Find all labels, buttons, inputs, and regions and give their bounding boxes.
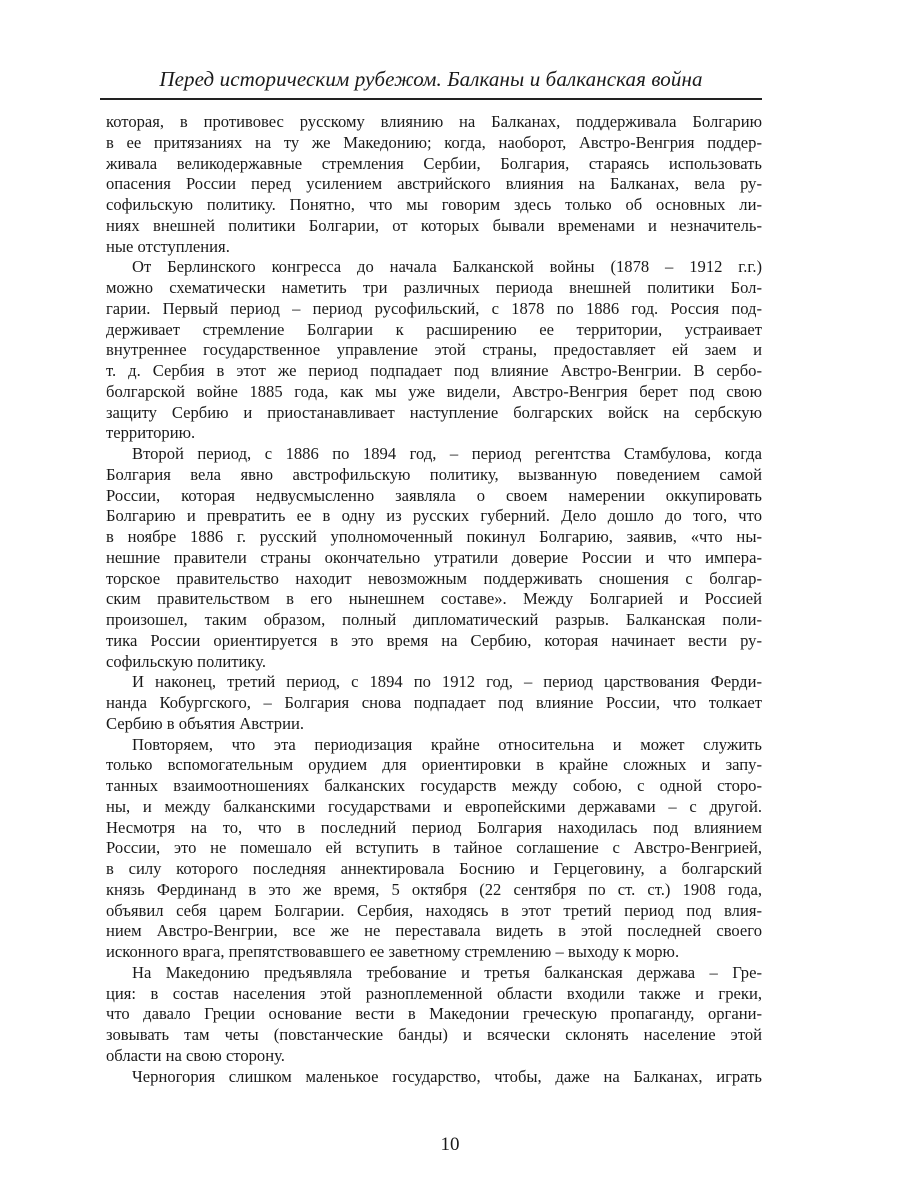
text-line: гарии. Первый период – период русофильский, с 1878 по 1886 год. Россия под-	[106, 298, 762, 318]
text-line: На Македонию предъявляла требование и третья балканская держава – Гре-	[132, 962, 762, 982]
text-line: нешние правители страны окончательно утратили доверие России и что импера-	[106, 547, 762, 567]
text-line: живала великодержавные стремления Сербии, Болгария, стараясь использовать	[106, 153, 762, 173]
text-line: области на свою сторону.	[106, 1045, 285, 1065]
paragraph	[106, 444, 762, 672]
text-line: ция: в состав населения этой разноплеменной области входили также и греки,	[106, 983, 762, 1003]
text-line: можно схематически наметить три различных периода внешней политики Бол-	[106, 278, 762, 297]
text-line: софильскую политику. Понятно, что мы говорим здесь только об основных ли-	[106, 195, 762, 214]
text-line: в ноябре 1886 г. русский уполномоченный покинул Болгарию, заявив, «что ны-	[106, 527, 762, 546]
text-line: торское правительство находит невозможным поддерживать сношения с болгар-	[106, 568, 762, 588]
text-line: От Берлинского конгресса до начала Балканской войны (1878 – 1912 г.г.)	[132, 257, 762, 277]
text-line: ные отступления.	[106, 236, 230, 256]
text-line: зовывать там четы (повстанческие банды) и всячески склонять население этой	[106, 1025, 762, 1044]
text-line: защиту Сербию и приостанавливает наступление болгарских войск на сербскую	[106, 402, 762, 422]
text-line: Повторяем, что эта периодизация крайне относительна и может служить	[132, 734, 762, 754]
text-line: болгарской войне 1885 года, как мы уже видели, Австро-Венгрия берет под свою	[106, 381, 762, 401]
text-line: опасения России перед усилением австрийского влияния на Балканах, вела ру-	[106, 174, 762, 194]
text-line: в ее притязаниях на ту же Македонию; когда, наоборот, Австро-Венгрия поддер-	[106, 132, 762, 152]
text-line: внутреннее государственное управление этой страны, предоставляет ей заем и	[106, 340, 762, 360]
paragraph	[106, 735, 762, 963]
text-line: Болгарию и превратить ее в одну из русских губерний. Дело дошло до того, что	[106, 506, 762, 526]
text-line: в силу которого последняя аннектировала Боснию и Герцеговину, а болгарский	[106, 859, 762, 878]
text-line: произошел, таким образом, полный дипломатический разрыв. Балканская поли-	[106, 610, 762, 629]
text-line: держивает стремление Болгарии к расширению ее территории, устраивает	[106, 319, 762, 339]
paragraph	[106, 672, 762, 734]
text-line: территорию.	[106, 423, 196, 443]
header-rule	[100, 98, 762, 100]
text-line: которая, в противовес русскому влиянию на Балканах, поддерживала Болгарию	[106, 112, 762, 131]
text-line: только вспомогательным орудием для ориентировки в крайне сложных и запу-	[106, 755, 762, 775]
text-line: танных взаимоотношениях балканских государств между собою, с одной сторо-	[106, 776, 762, 795]
text-line: т. д. Сербия в этот же период подпадает под влияние Австро-Венгрии. В сербо-	[106, 361, 762, 380]
text-line: софильскую политику.	[106, 651, 267, 671]
text-line: нанда Кобургского, – Болгария снова подпадает под влияние России, что толкает	[106, 693, 762, 712]
text-line: исконного врага, препятствовавшего ее заветному стремлению – выходу к морю.	[106, 942, 680, 961]
text-line: тика России ориентируется в это время на Сербию, которая начинает вести ру-	[106, 630, 762, 650]
text-line: объявил себя царем Болгарии. Сербия, находясь в этот третий период под влия-	[106, 900, 762, 920]
running-header: Перед историческим рубежом. Балканы и балканская война	[159, 67, 703, 91]
text-line: России, это не помешало ей вступить в тайное соглашение с Австро-Венгрией,	[106, 838, 762, 858]
text-line: России, которая недвусмысленно заявляла о своем намерении оккупировать	[106, 485, 762, 505]
text-line: Черногория слишком маленькое государство, чтобы, даже на Балканах, играть	[132, 1066, 762, 1086]
text-line: ским правительством в его нынешнем составе». Между Болгарией и Россией	[106, 589, 762, 609]
paragraph	[106, 257, 762, 444]
paragraph	[106, 112, 762, 257]
text-line: Второй период, с 1886 по 1894 год, – период регентства Стамбулова, когда	[132, 444, 762, 463]
text-line: ны, и между балканскими государствами и европейскими державами – с другой.	[106, 796, 762, 816]
text-line: Несмотря на то, что в последний период Болгария находилась под влиянием	[106, 817, 762, 837]
paragraph	[106, 963, 762, 1067]
paragraph	[106, 1067, 762, 1088]
text-line: нием Австро-Венгрии, все же не переставала видеть в этой последней своего	[106, 921, 762, 941]
body-text	[106, 112, 762, 1087]
text-line: что давало Греции основание вести в Македонии греческую пропаганду, органи-	[106, 1004, 762, 1024]
text-line: Болгария вела явно австрофильскую политику, вызванную поведением самой	[106, 464, 762, 484]
text-line: ниях внешней политики Болгарии, от которых бывали временами и незначитель-	[106, 215, 762, 235]
text-line: князь Фердинанд в это же время, 5 октября (22 сентября по ст. ст.) 1908 года,	[106, 879, 762, 899]
page-number: 10	[440, 1134, 460, 1155]
text-line: И наконец, третий период, с 1894 по 1912 год, – период царствования Ферди-	[132, 672, 762, 692]
text-line: Сербию в объятия Австрии.	[106, 713, 304, 733]
